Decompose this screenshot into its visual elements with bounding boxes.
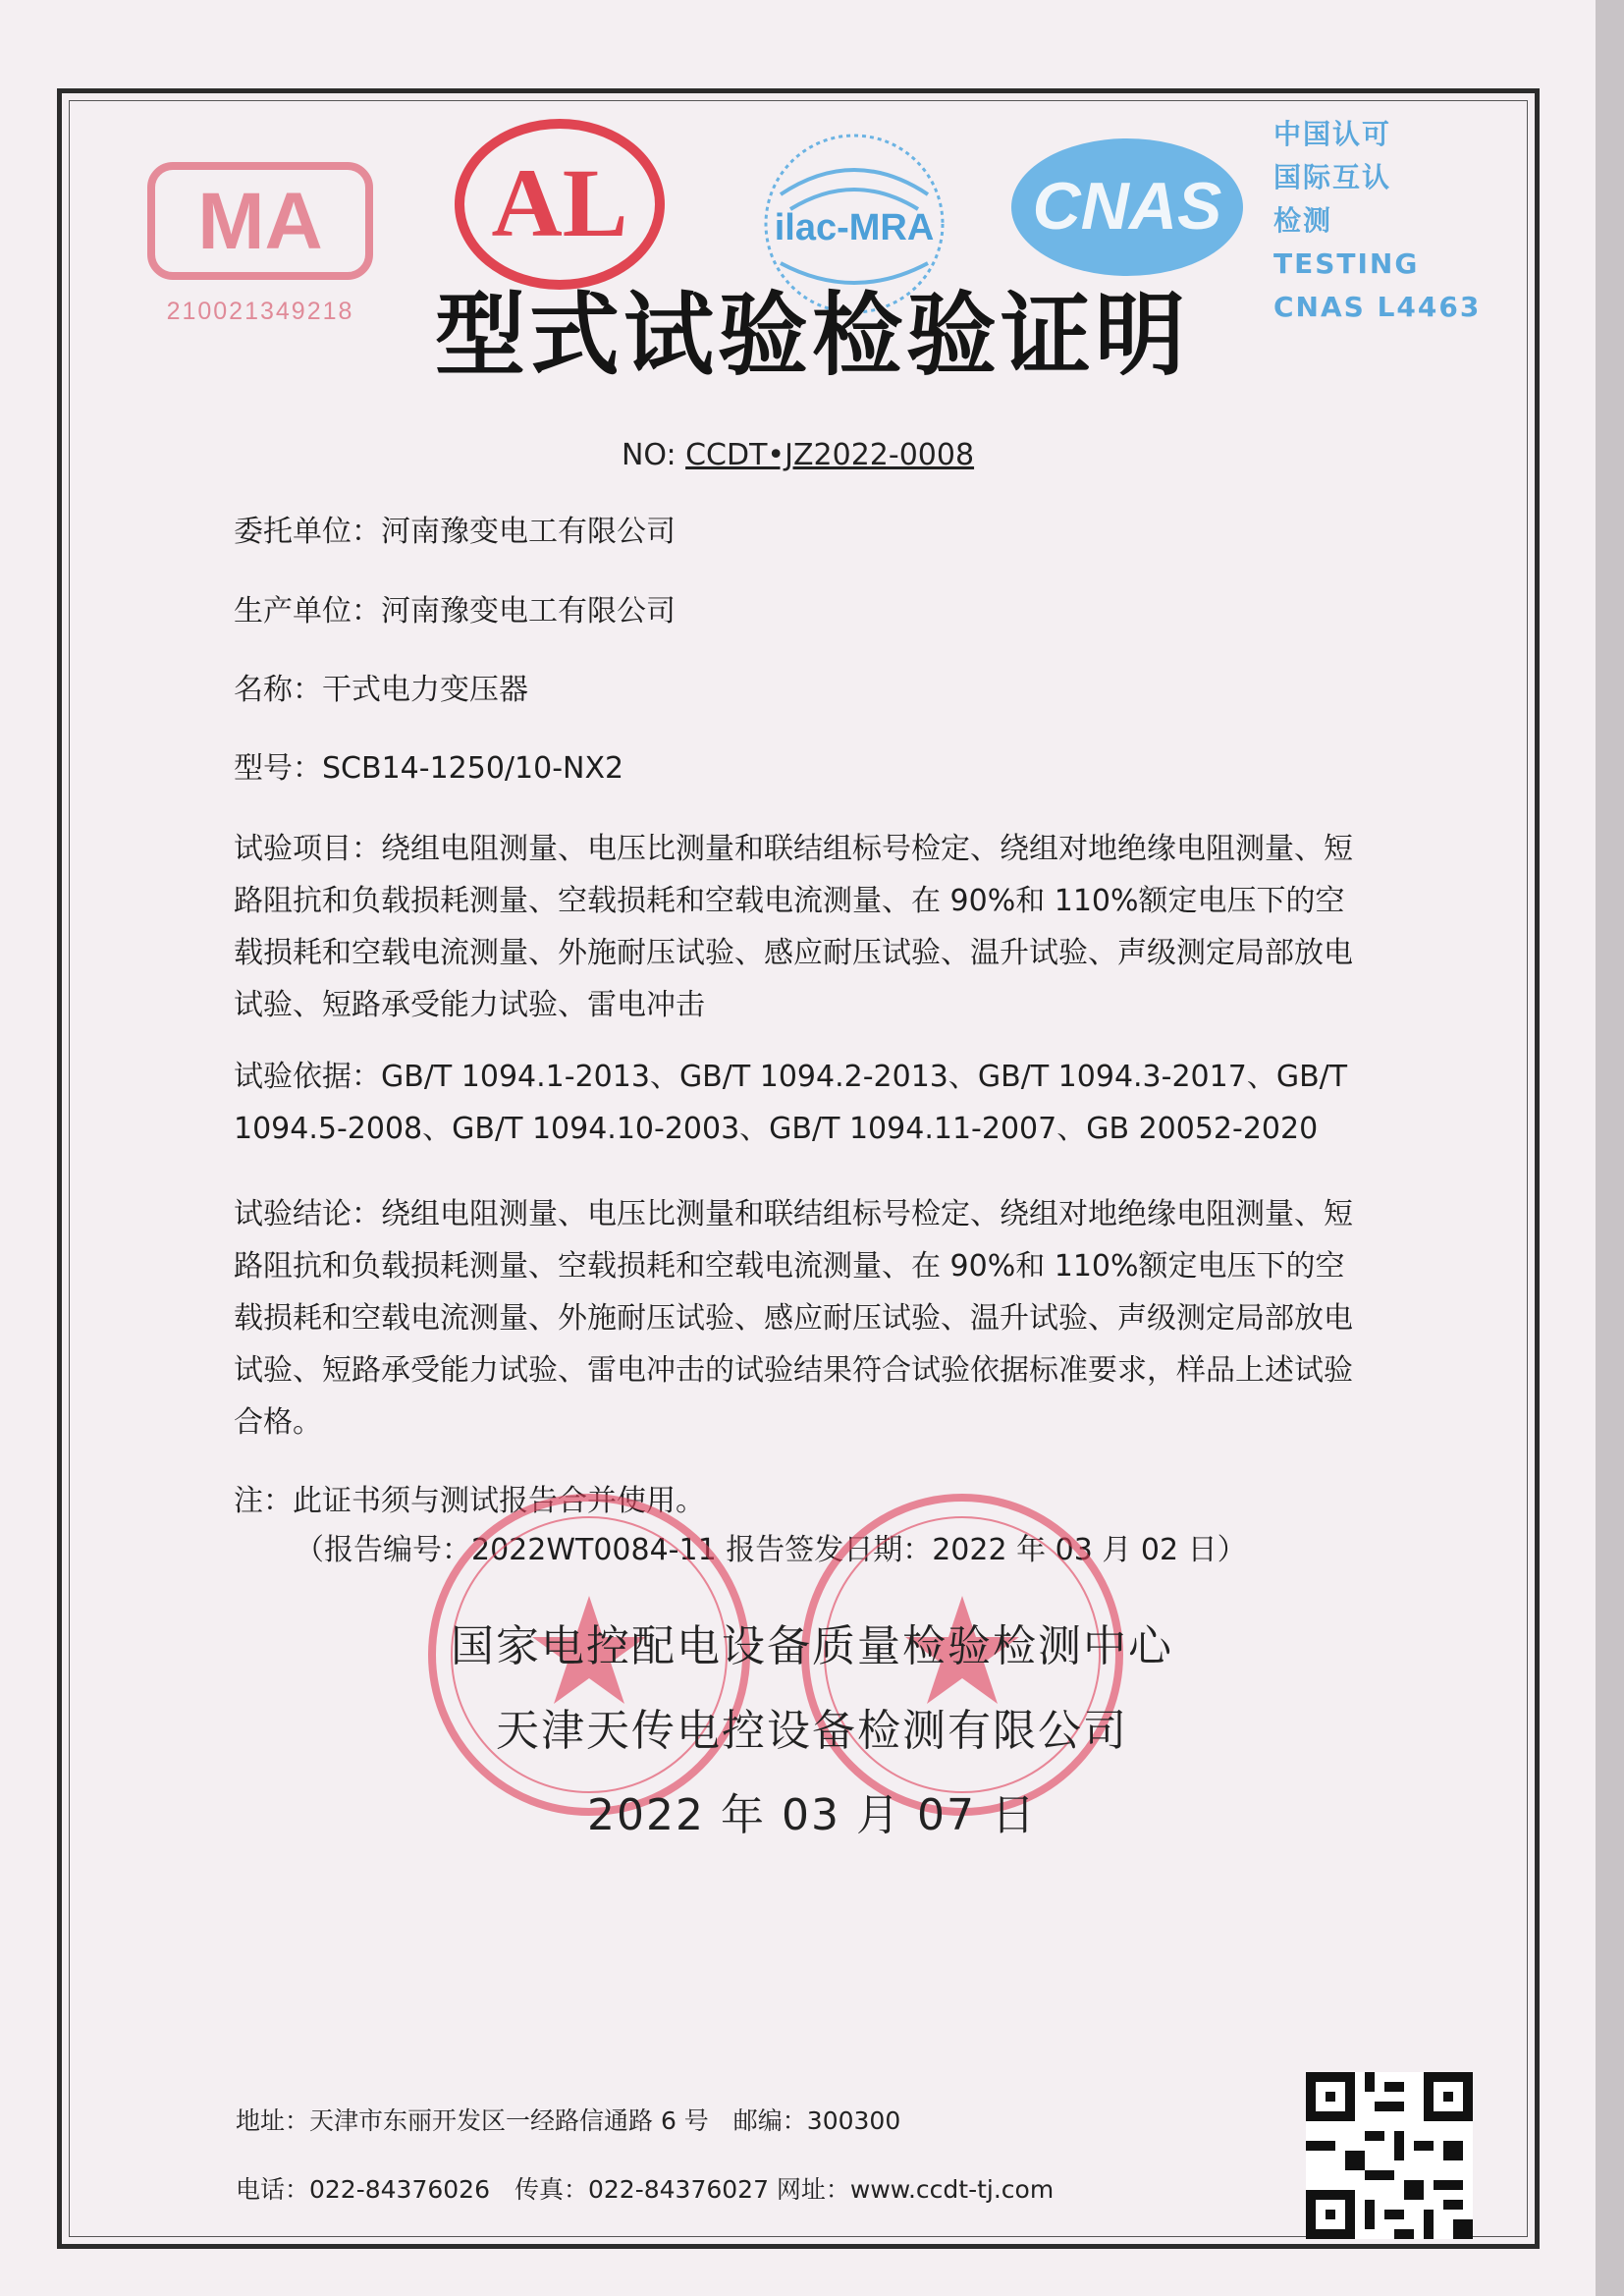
cnas-line-4: TESTING [1273,247,1420,280]
note-field: 注：此证书须与测试报告合并使用。 [234,1484,705,1518]
issuing-company: 天津天传电控设备检测有限公司 [496,1706,1128,1756]
cnas-line-2: 国际互认 [1273,161,1392,193]
document-title: 型式试验检验证明 [434,283,1189,388]
product-name-field: 名称：干式电力变压器 [234,673,528,707]
test-basis-field: 试验依据：GB/T 1094.1-2013、GB/T 1094.2-2013、GB/T 1094.3-2017、GB/T 1094.5-2008、GB/T 1094.10-2003、GB/T 1094.11-2007、GB 20052-2020 [234,1060,1348,1146]
test-items-field: 试验项目：绕组电阻测量、电压比测量和联结组标号检定、绕组对地绝缘电阻测量、短路阻抗和负载损耗测量、空载损耗和空载电流测量、在 90%和 110%额定电压下的空载损耗和空载电流测量、外施耐压试验、感应耐压试验、温升试验、声级测定局部放电试验、短路承受能力试验、雷电冲击 [234,832,1353,1022]
model-field: 型号：SCB14-1250/10-NX2 [234,751,624,786]
inner-border [69,100,1528,2237]
cma-number: 210021349218 [166,298,354,325]
cnas-line-1: 中国认可 [1273,118,1392,150]
footer-contact: 电话：022-84376026 传真：022-84376027 网址：www.ccdt-tj.com [236,2175,1055,2204]
client-field: 委托单位：河南豫变电工有限公司 [234,515,676,549]
cnas-line-3: 检测 [1273,204,1333,237]
cma-logo-text: MA [197,177,323,266]
qr-code [1306,2072,1473,2239]
ilac-logo-text: ilac-MRA [774,207,935,248]
issuing-center: 国家电控配电设备质量检验检测中心 [451,1621,1173,1671]
manufacturer-field: 生产单位：河南豫变电工有限公司 [234,594,676,629]
certificate-number-label: NO: [621,438,686,472]
certificate-number-value: CCDT•JZ2022-0008 [685,438,975,472]
test-conclusion-field: 试验结论：绕组电阻测量、电压比测量和联结组标号检定、绕组对地绝缘电阻测量、短路阻抗和负载损耗测量、空载损耗和空载电流测量、在 90%和 110%额定电压下的空载损耗和空载电流测量、外施耐压试验、感应耐压试验、温升试验、声级测定局部放电试验、短路承受能力试验、雷电冲击的试验结果符合试验依据标准要求，样品上述试验合格。 [234,1197,1353,1440]
certificate-number [0,438,1596,472]
issue-date: 2022 年 03 月 07 日 [587,1790,1037,1840]
cnas-line-5: CNAS L4463 [1273,291,1482,323]
cnas-logo-text: CNAS [1032,169,1222,244]
al-logo-text: AL [491,148,628,257]
cma-logo [147,162,373,280]
report-info-field: （报告编号：2022WT0084-11 报告签发日期：2022 年 03 月 02 日） [295,1533,1247,1567]
footer-address: 地址：天津市东丽开发区一经路信通路 6 号 邮编：300300 [236,2106,901,2135]
cnas-logo [1000,131,1255,283]
